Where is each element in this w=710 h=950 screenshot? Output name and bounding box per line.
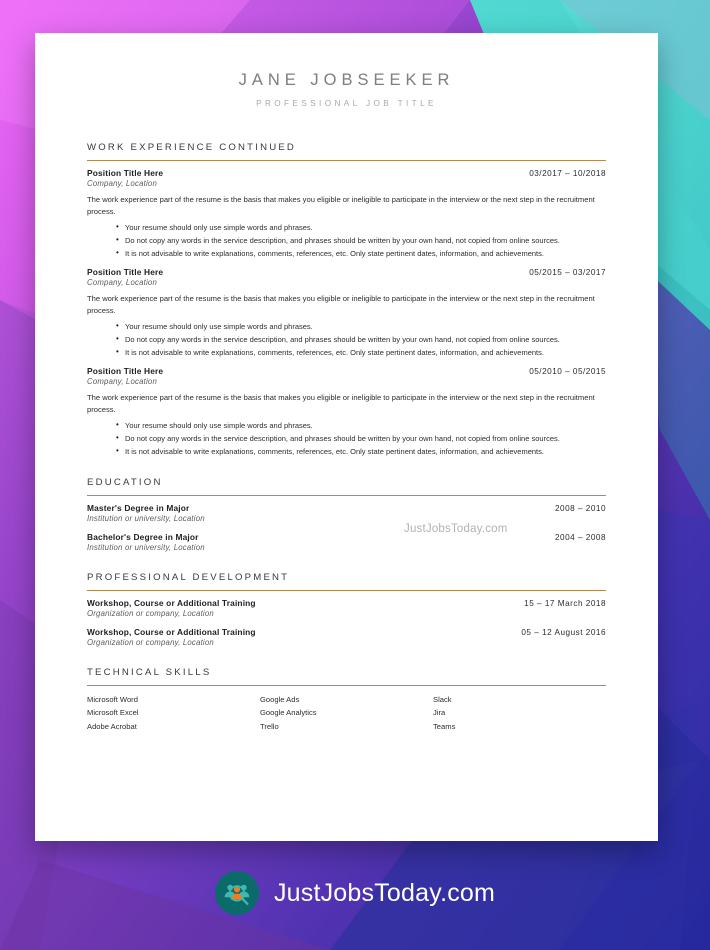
skill-item: Microsoft Excel [87,708,139,718]
bullet-item: • It is not advisable to write explanations, comments, references, etc. Only state pertinent dates, information, and achievements. [116,347,606,359]
entry-bullet-list [87,222,606,260]
entry-description: The work experience part of the resume is the basis that makes you eligible or ineligible to participate in the interview or the next step in the recruitment process. [87,195,595,217]
skills-column [87,693,260,733]
entry-subtitle: Institution or university, Location [87,514,205,524]
section-divider [87,685,606,686]
work-entry [87,366,606,458]
section-work-experience [87,142,606,458]
skill-item: Teams [433,721,456,731]
entry-title: Position Title Here [87,267,164,278]
entry-bullet-list [87,321,606,359]
section-divider [87,495,606,496]
entry-date: 15 – 17 March 2018 [524,599,606,609]
work-entry [87,168,606,260]
skills-grid [87,693,606,733]
section-title-technical-skills: TECHNICAL SKILLS [87,667,212,679]
skills-column [433,693,606,733]
footer-brand [0,862,710,924]
work-entry [87,267,606,359]
bullet-item: • Do not copy any words in the service description, and phrases should be written by your own hand, not copied from online sources. [116,235,606,247]
skill-item: Jira [433,708,446,718]
skill-item: Slack [433,695,452,705]
resume-header [87,33,606,108]
entry-header-row [87,168,606,178]
entry-bullet-list [87,420,606,458]
people-search-icon [222,878,252,908]
bullet-item: • Do not copy any words in the service description, and phrases should be written by your own hand, not copied from online sources. [116,334,606,346]
entry-description: The work experience part of the resume is the basis that makes you eligible or ineligible to participate in the interview or the next step in the recruitment process. [87,393,595,415]
education-entry [87,532,606,552]
entry-title: Master's Degree in Major [87,503,190,514]
entry-title: Bachelor's Degree in Major [87,532,199,543]
skill-item: Trello [260,721,279,731]
brand-text: JustJobsToday.com [273,878,496,907]
entry-subtitle: Organization or company, Location [87,609,214,619]
entry-header-row [87,627,606,637]
section-divider [87,590,606,591]
entry-header-row [87,267,606,277]
entry-date: 05/2015 – 03/2017 [529,268,606,278]
section-professional-development [87,572,606,647]
skill-item: Google Ads [260,695,300,705]
skill-item: Microsoft Word [87,695,138,705]
entry-header-row [87,366,606,376]
bullet-item: • Your resume should only use simple words and phrases. [116,420,606,432]
skill-item: Adobe Acrobat [87,721,137,731]
entry-header-row [87,598,606,608]
entry-date: 2004 – 2008 [554,533,606,543]
skill-item: Google Analytics [260,708,317,718]
entry-title: Workshop, Course or Additional Training [87,598,256,609]
brand-logo [215,871,259,915]
entry-title: Workshop, Course or Additional Training [87,627,256,638]
candidate-job-title: PROFESSIONAL JOB TITLE [256,99,437,108]
training-entry [87,627,606,647]
bullet-item: • Your resume should only use simple words and phrases. [116,222,606,234]
entry-subtitle: Company, Location [87,179,158,188]
watermark-text: JustJobsToday.com [404,523,508,535]
entry-header-row [87,503,606,513]
entry-subtitle: Company, Location [87,278,158,288]
bullet-item: • Do not copy any words in the service description, and phrases should be written by your own hand, not copied from online sources. [116,433,606,445]
resume-page [35,33,658,841]
entry-date: 05 – 12 August 2016 [521,628,606,638]
entry-subtitle: Institution or university, Location [87,543,205,553]
section-technical-skills [87,667,606,733]
entry-title: Position Title Here [87,366,164,377]
section-title-professional-development: PROFESSIONAL DEVELOPMENT [87,572,290,584]
education-entry [87,503,606,523]
entry-header-row [87,532,606,542]
entry-subtitle: Company, Location [87,377,158,387]
entry-date: 05/2010 – 05/2015 [529,367,606,377]
skills-column [260,693,433,733]
section-title-education: EDUCATION [87,477,163,489]
training-entry [87,598,606,618]
entry-description: The work experience part of the resume is the basis that makes you eligible or ineligible to participate in the interview or the next step in the recruitment process. [87,294,595,316]
entry-date: 03/2017 – 10/2018 [529,169,606,178]
entry-subtitle: Organization or company, Location [87,638,214,648]
section-education [87,477,606,552]
bullet-item: • Your resume should only use simple words and phrases. [116,321,606,333]
candidate-name: JANE JOBSEEKER [238,71,455,89]
section-divider [87,160,606,161]
bullet-item: • It is not advisable to write explanations, comments, references, etc. Only state pertinent dates, information, and achievements. [116,248,606,260]
bullet-item: • It is not advisable to write explanations, comments, references, etc. Only state pertinent dates, information, and achievements. [116,446,606,458]
entry-date: 2008 – 2010 [554,504,606,514]
section-title-work-experience: WORK EXPERIENCE CONTINUED [87,142,297,153]
entry-title: Position Title Here [87,168,164,178]
